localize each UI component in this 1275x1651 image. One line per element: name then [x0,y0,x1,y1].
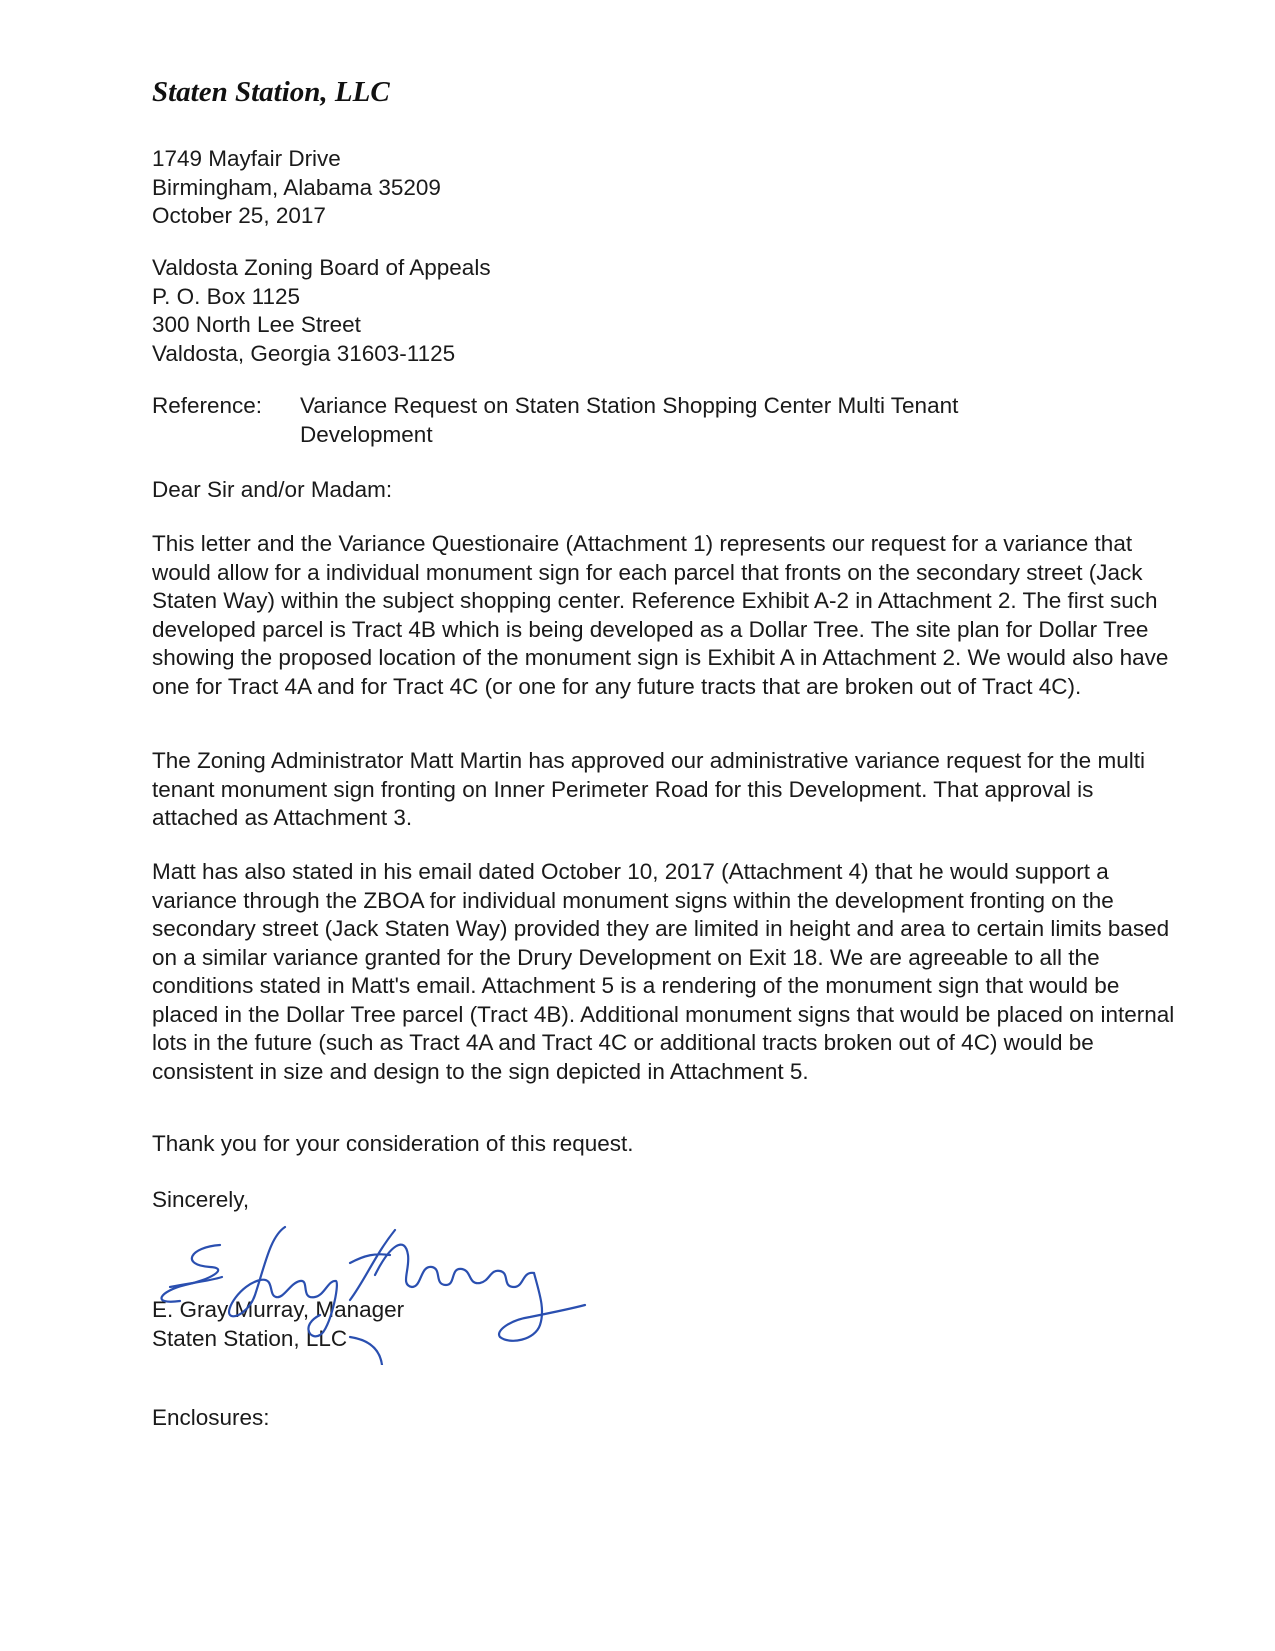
letter-date: October 25, 2017 [152,203,326,228]
sender-street: 1749 Mayfair Drive [152,146,341,171]
salutation: Dear Sir and/or Madam: [152,477,393,502]
body-paragraph-3: Matt has also stated in his email dated October 10, 2017 (Attachment 4) that he would support a variance through the ZBOA for individual monument signs within the development fronting on the secondary street (Jack Staten Way) provided they are limited in height and area to certain limits based on a similar variance granted for the Drury Development on Exit 18. We are agreeable to all the conditions stated in Matt's email. Attachment 5 is a rendering of the monument sign that would be placed in the Dollar Tree parcel (Tract 4B). Additional monument signs that would be placed on internal lots in the future (such as Tract 4A and Tract 4C or additional tracts broken out of 4C) would be consistent in size and design to the sign depicted in Attachment 5. [152,859,1175,1084]
recipient-name: Valdosta Zoning Board of Appeals [152,255,491,280]
body-paragraph-1: This letter and the Variance Questionaire (Attachment 1) represents our request for a variance that would allow for a individual monument sign for each parcel that fronts on the secondary street (Jack Staten Way) within the subject shopping center. Reference Exhibit A-2 in Attachment 2. The first such developed parcel is Tract 4B which is being developed as a Dollar Tree. The site plan for Dollar Tree showing the proposed location of the monument sign is Exhibit A in Attachment 2. We would also have one for Tract 4A and for Tract 4C (or one for any future tracts that are broken out of Tract 4C). [152,531,1169,699]
recipient-street: 300 North Lee Street [152,312,361,337]
sender-city-state: Birmingham, Alabama 35209 [152,174,441,200]
sender-address [152,145,441,231]
reference-label: Reference: [152,393,263,418]
closing: Sincerely, [152,1187,250,1212]
signer-company: Staten Station, LLC [152,1325,348,1351]
recipient-city-state: Valdosta, Georgia 31603-1125 [152,340,456,366]
recipient-address [152,254,491,368]
reference-text: Variance Request on Staten Station Shopping Center Multi Tenant Development [300,393,959,447]
company-heading: Staten Station, LLC [152,76,390,108]
handwritten-signature [150,1225,590,1365]
recipient-po-box: P. O. Box 1125 [152,283,301,309]
signer-name-title: E. Gray Murray, Manager [152,1297,405,1322]
reference-line [152,392,1152,452]
body-paragraph-4: Thank you for your consideration of this request. [152,1131,634,1156]
body-paragraph-2: The Zoning Administrator Matt Martin has approved our administrative variance request for the multi tenant monument sign fronting on Inner Perimeter Road for this Development. That approval is attached as Attachment 3. [152,748,1145,830]
enclosures: Enclosures: [152,1405,270,1430]
